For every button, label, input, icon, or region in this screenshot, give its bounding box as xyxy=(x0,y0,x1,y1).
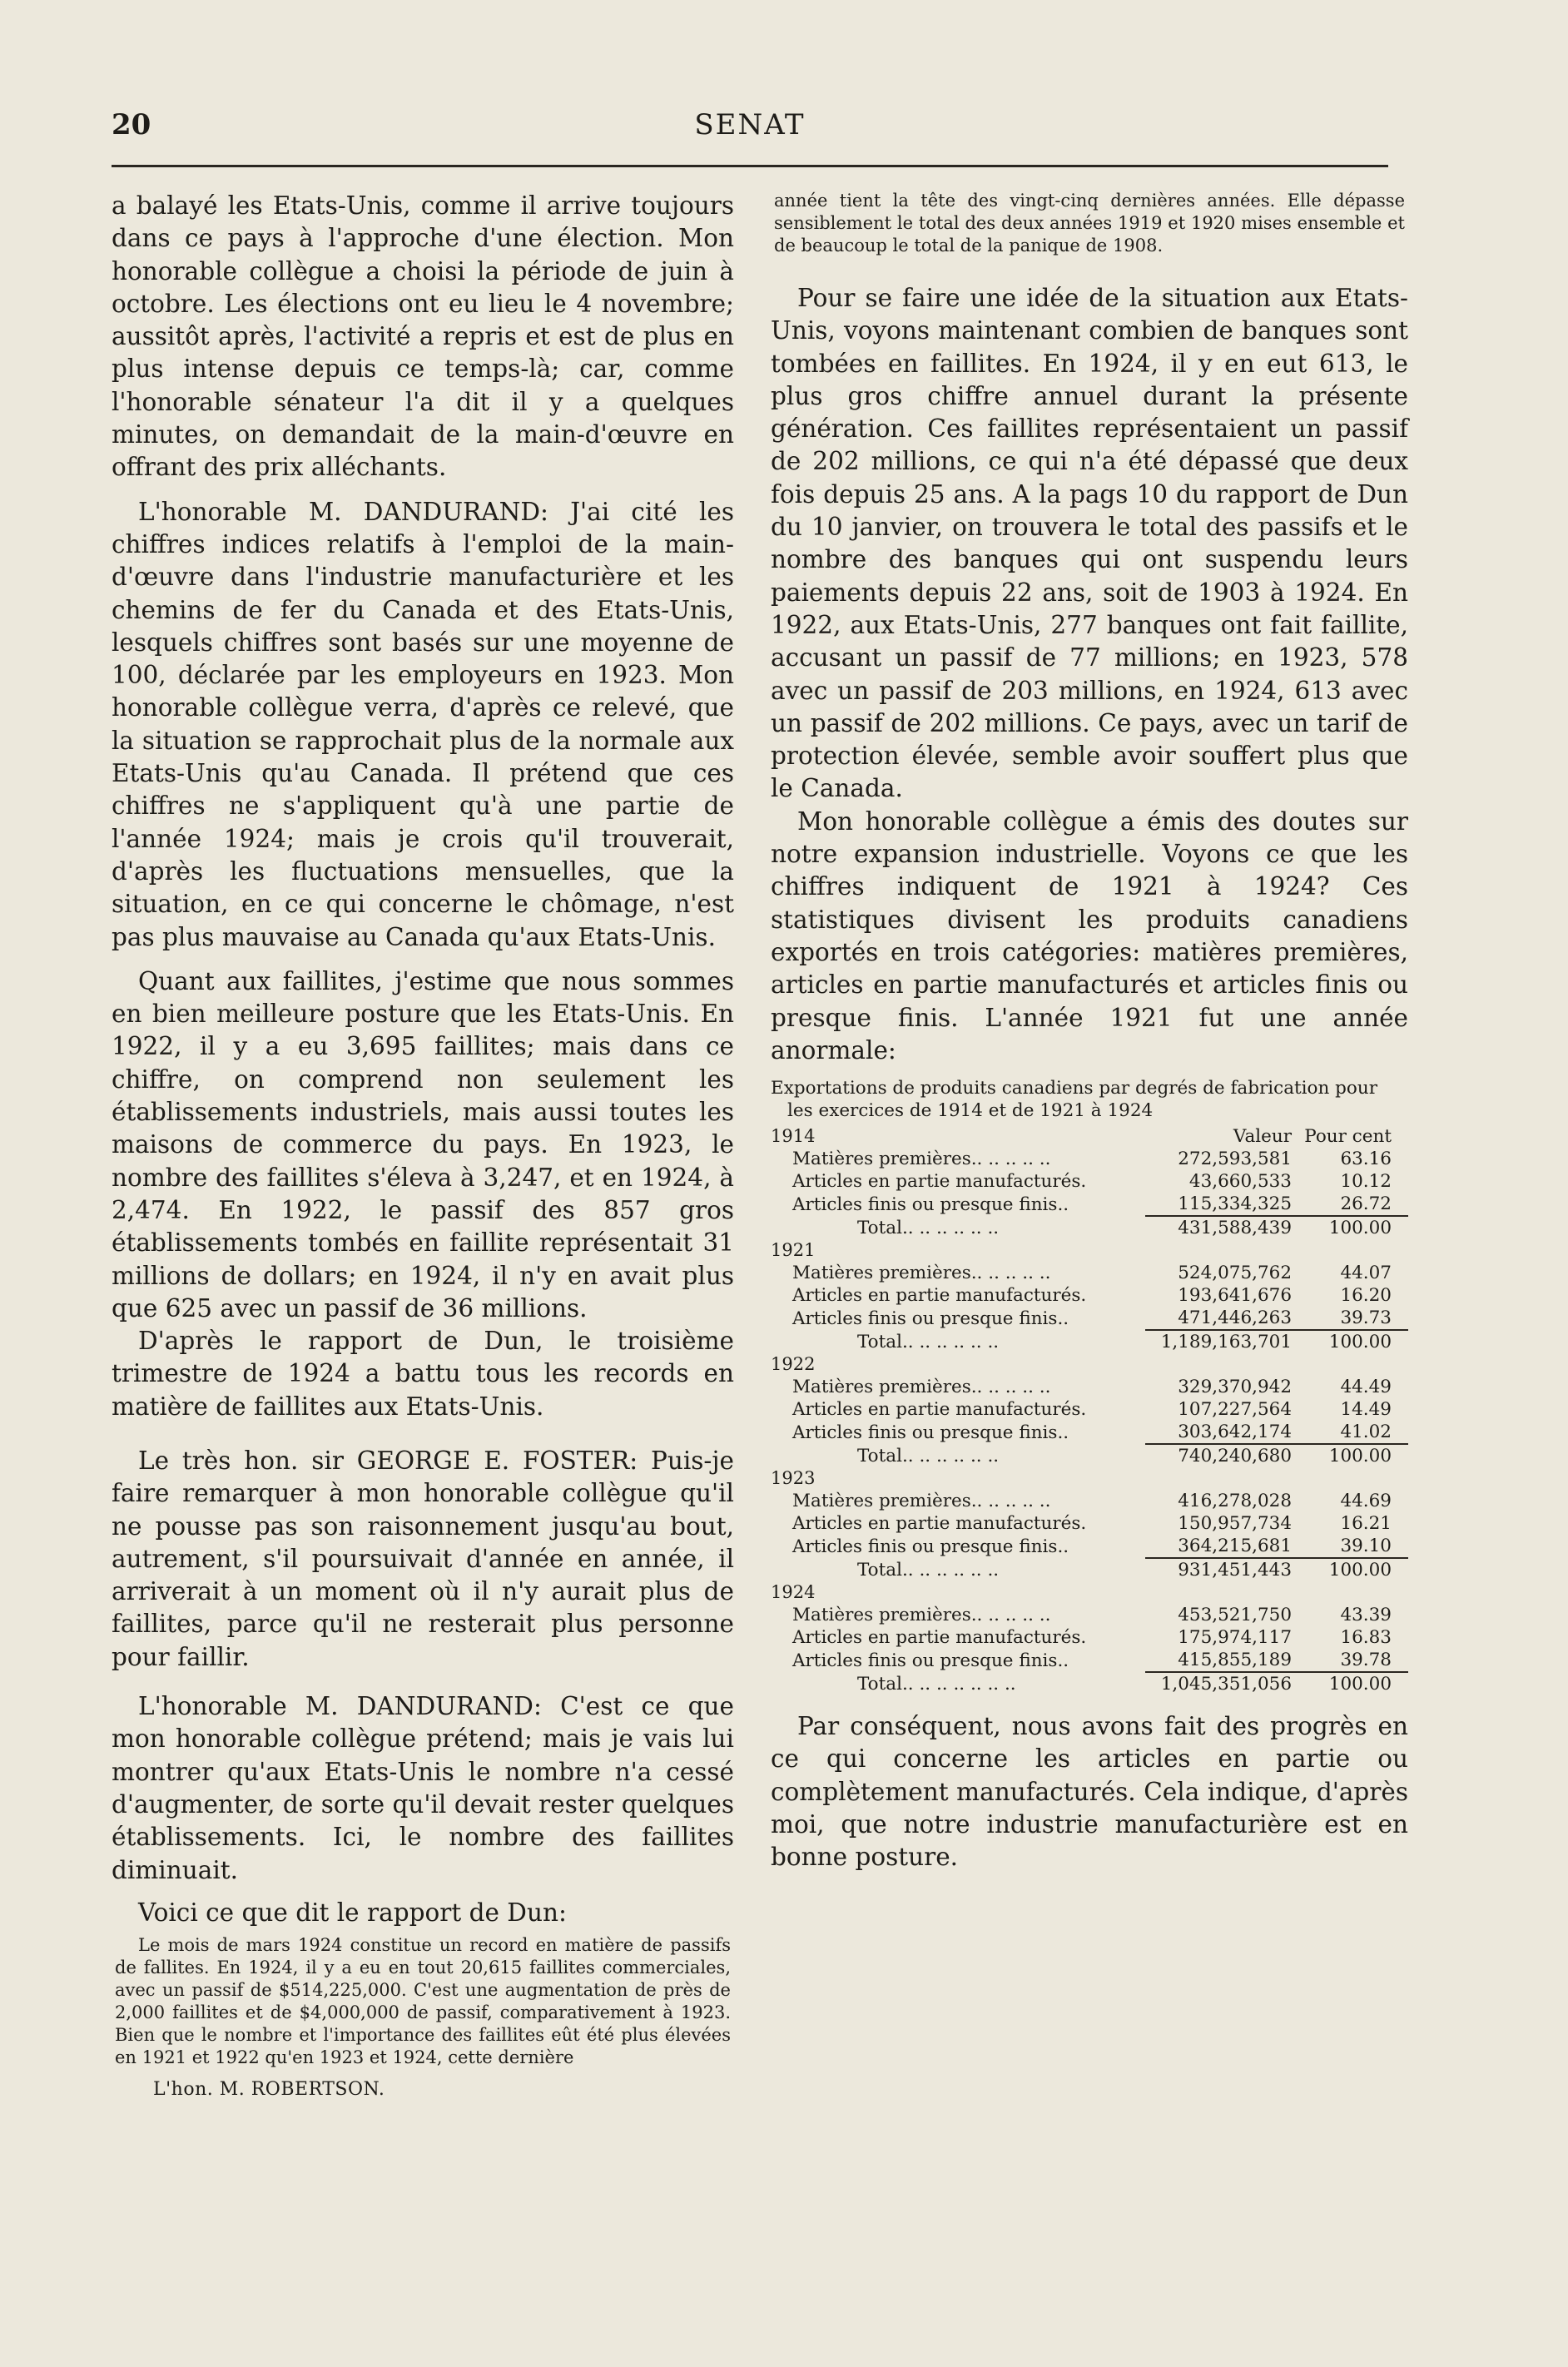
row-label: Matières premières.. .. .. .. .. xyxy=(792,1263,1051,1284)
row-percent: 44.07 xyxy=(1340,1263,1392,1284)
table-total-row xyxy=(771,1216,1408,1239)
row-label: Matières premières.. .. .. .. .. xyxy=(792,1149,1051,1170)
table-row xyxy=(771,1512,1408,1535)
row-label: Matières premières.. .. .. .. .. xyxy=(792,1377,1051,1398)
page-number: 20 xyxy=(112,108,151,141)
total-value: 1,045,351,056 xyxy=(1145,1672,1292,1695)
total-label: Total.. .. .. .. .. .. xyxy=(857,1560,1000,1581)
total-percent: 100.00 xyxy=(1292,1216,1408,1239)
row-percent: 16.83 xyxy=(1340,1627,1392,1649)
quoted-report-continued: année tient la tête des vingt-cinq dernières années. Elle dépasse sensiblement le total des deux années 1919 et 1920 mises ensemble et de beaucoup le total de la panique de 1908. xyxy=(774,191,1405,256)
table-year: 1923 xyxy=(771,1468,816,1489)
page-header xyxy=(112,108,1388,146)
table-year-row xyxy=(771,1239,1408,1262)
right-column xyxy=(771,190,1408,1874)
exports-table xyxy=(771,1125,1408,1695)
table-total-row xyxy=(771,1558,1408,1581)
row-value: 175,974,117 xyxy=(1178,1627,1292,1649)
row-label: Articles finis ou presque finis.. xyxy=(792,1536,1069,1558)
left-column xyxy=(112,190,734,2100)
quoted-report: Le mois de mars 1924 constitue un record en matière de passifs de fallites. En 1924, il y a eu en tout 20,615 faillites commerciales, avec un passif de $514,225,000. C'est une augmentation de près de 2,000 faillites et de $4,000,000 de passif, comparativement à 1923. Bien que le nombre et l'importance des faillites eût été plus élevées en 1921 et 1922 qu'en 1923 et 1924, cette dernière xyxy=(115,1935,731,2068)
row-percent: 10.12 xyxy=(1340,1171,1392,1193)
row-label: Articles finis ou presque finis.. xyxy=(792,1650,1069,1672)
row-label: Matières premières.. .. .. .. .. xyxy=(792,1491,1051,1512)
table-year: 1924 xyxy=(771,1582,816,1603)
row-percent: 16.21 xyxy=(1340,1513,1392,1535)
total-value: 1,189,163,701 xyxy=(1145,1330,1292,1353)
total-value: 431,588,439 xyxy=(1145,1216,1292,1239)
row-value: 115,334,325 xyxy=(1178,1193,1292,1215)
table-year-row xyxy=(771,1125,1408,1148)
row-label: Matières premières.. .. .. .. .. xyxy=(792,1605,1051,1626)
row-label: Articles en partie manufacturés. xyxy=(792,1285,1087,1307)
row-percent: 44.49 xyxy=(1340,1377,1392,1398)
row-value: 150,957,734 xyxy=(1178,1513,1292,1535)
running-title: SENAT xyxy=(694,108,806,141)
table-total-row xyxy=(771,1330,1408,1353)
row-value: 453,521,750 xyxy=(1178,1605,1292,1626)
paragraph: a balayé les Etats-Unis, comme il arrive toujours dans ce pays à l'approche d'une élection. Mon honorable collègue a choisi la période de juin à octobre. Les élections ont eu lieu le 4 novembre; aussitôt après, l'activité a repris et est de plus en plus intense depuis ce temps-là; car, comme l'honorable sénateur l'a dit il y a quelques minutes, on demandait de la main-d'œuvre en offrant des prix alléchants. xyxy=(112,191,734,482)
row-label: Articles en partie manufacturés. xyxy=(792,1513,1087,1535)
row-value: 364,215,681 xyxy=(1178,1536,1292,1557)
paragraph: D'après le rapport de Dun, le troisième trimestre de 1924 a battu tous les records en matière de faillites aux Etats-Unis. xyxy=(112,1327,734,1421)
table-row xyxy=(771,1535,1408,1558)
signoff: L'hon. M. ROBERTSON. xyxy=(153,2079,385,2101)
paragraph: Le très hon. sir GEORGE E. FOSTER: Puis-je faire remarquer à mon honorable collègue qu'il ne pousse pas son raisonnement jusqu'au bout, autrement, s'il poursuivait d'année en année, il arriverait à un moment où il n'y aurait plus de faillites, parce qu'il ne resterait plus personne pour faillir. xyxy=(112,1446,734,1671)
paragraph: L'honorable M. DANDURAND: J'ai cité les chiffres indices relatifs à l'emploi de la main-d'œuvre dans l'industrie manufacturière et les chemins de fer du Canada et des Etats-Unis, lesquels chiffres sont basés sur une moyenne de 100, déclarée par les employeurs en 1923. Mon honorable collègue verra, d'après ce relevé, que la situation se rapprochait plus de la normale aux Etats-Unis qu'au Canada. Il prétend que ces chiffres ne s'appliquent qu'à une partie de l'année 1924; mais je crois qu'il trouverait, d'après les fluctuations mensuelles, que la situation, en ce qui concerne le chômage, n'est pas plus mauvaise au Canada qu'aux Etats-Unis. xyxy=(112,497,734,951)
table-row xyxy=(771,1626,1408,1649)
row-percent: 44.69 xyxy=(1340,1491,1392,1512)
row-value: 524,075,762 xyxy=(1178,1263,1292,1284)
row-label: Articles en partie manufacturés. xyxy=(792,1171,1087,1193)
row-percent: 63.16 xyxy=(1340,1149,1392,1170)
table-title: Exportations de produits canadiens par degrés de fabrication pour les exercices de 1914 et de 1921 à 1924 xyxy=(771,1078,1377,1122)
paragraph: Quant aux faillites, j'estime que nous sommes en bien meilleure posture que les Etats-Unis. En 1922, il y a eu 3,695 faillites; mais dans ce chiffre, on comprend non seulement les établissements industriels, mais aussi toutes les maisons de commerce du pays. En 1923, le nombre des faillites s'éleva à 3,247, et en 1924, à 2,474. En 1922, le passif des 857 gros établissements tombés en faillite représentait 31 millions de dollars; en 1924, il n'y en avait plus que 625 avec un passif de 36 millions. xyxy=(112,966,734,1322)
table-row xyxy=(771,1421,1408,1444)
row-value: 193,641,676 xyxy=(1178,1285,1292,1307)
total-value: 740,240,680 xyxy=(1145,1444,1292,1467)
total-value: 931,451,443 xyxy=(1145,1558,1292,1581)
row-label: Articles finis ou presque finis.. xyxy=(792,1194,1069,1216)
total-percent: 100.00 xyxy=(1292,1672,1408,1695)
total-label: Total.. .. .. .. .. .. .. xyxy=(857,1674,1016,1695)
table-year: 1922 xyxy=(771,1354,816,1375)
row-value: 329,370,942 xyxy=(1178,1377,1292,1398)
table-row xyxy=(771,1490,1408,1512)
row-value: 416,278,028 xyxy=(1178,1491,1292,1512)
paragraph: L'honorable M. DANDURAND: C'est ce que mon honorable collègue prétend; mais je vais lui montrer qu'aux Etats-Unis le nombre n'a cessé d'augmenter, de sorte qu'il devait rester quelques établissements. Ici, le nombre des faillites diminuait. xyxy=(112,1692,734,1884)
table-total-row xyxy=(771,1444,1408,1467)
total-percent: 100.00 xyxy=(1292,1444,1408,1467)
table-year-row xyxy=(771,1353,1408,1376)
paragraph: Voici ce que dit le rapport de Dun: xyxy=(138,1898,567,1927)
total-label: Total.. .. .. .. .. .. xyxy=(857,1332,1000,1353)
row-label: Articles finis ou presque finis.. xyxy=(792,1422,1069,1444)
row-label: Articles en partie manufacturés. xyxy=(792,1399,1087,1421)
table-row xyxy=(771,1193,1408,1216)
row-percent: 14.49 xyxy=(1340,1399,1392,1421)
table-row xyxy=(771,1649,1408,1672)
row-label: Articles finis ou presque finis.. xyxy=(792,1308,1069,1330)
total-percent: 100.00 xyxy=(1292,1558,1408,1581)
row-percent: 16.20 xyxy=(1340,1285,1392,1307)
table-total-row xyxy=(771,1672,1408,1695)
paragraph: Par conséquent, nous avons fait des progrès en ce qui concerne les articles en partie ou complètement manufacturés. Cela indique, d'après moi, que notre industrie manufacturière est en bonne posture. xyxy=(771,1712,1408,1872)
row-percent: 43.39 xyxy=(1340,1605,1392,1626)
table-row xyxy=(771,1604,1408,1626)
column-header-percent: Pour cent xyxy=(1304,1126,1392,1148)
row-percent: 39.78 xyxy=(1340,1650,1392,1671)
table-row xyxy=(771,1398,1408,1421)
row-label: Articles en partie manufacturés. xyxy=(792,1627,1087,1649)
total-percent: 100.00 xyxy=(1292,1330,1408,1353)
row-value: 415,855,189 xyxy=(1178,1650,1292,1671)
column-header-value: Valeur xyxy=(1233,1126,1292,1148)
row-percent: 39.73 xyxy=(1340,1308,1392,1329)
row-value: 303,642,174 xyxy=(1178,1422,1292,1443)
table-row xyxy=(771,1376,1408,1398)
table-row xyxy=(771,1284,1408,1307)
table-row xyxy=(771,1148,1408,1170)
table-year-row xyxy=(771,1581,1408,1604)
row-percent: 26.72 xyxy=(1340,1193,1392,1215)
row-percent: 41.02 xyxy=(1340,1422,1392,1443)
paragraph: Pour se faire une idée de la situation aux Etats-Unis, voyons maintenant combien de banques sont tombées en faillites. En 1924, il y en eut 613, le plus gros chiffre annuel durant la présente génération. Ces faillites représentaient un passif de 202 millions, ce qui n'a été dépassé que deux fois depuis 25 ans. A la pags 10 du rapport de Dun du 10 janvier, on trouvera le total des passifs et le nombre des banques qui ont suspendu leurs paiements depuis 22 ans, soit de 1903 à 1924. En 1922, aux Etats-Unis, 277 banques ont fait faillite, accusant un passif de 77 millions; en 1923, 578 avec un passif de 203 millions, en 1924, 613 avec un passif de 202 millions. Ce pays, avec un tarif de protection élevée, semble avoir souffert plus que le Canada. xyxy=(771,284,1408,803)
table-year: 1914 xyxy=(771,1126,816,1147)
header-rule xyxy=(112,165,1388,167)
row-value: 272,593,581 xyxy=(1178,1149,1292,1170)
row-value: 107,227,564 xyxy=(1178,1399,1292,1421)
table-year: 1921 xyxy=(771,1240,816,1261)
total-label: Total.. .. .. .. .. .. xyxy=(857,1446,1000,1467)
row-percent: 39.10 xyxy=(1340,1536,1392,1557)
row-value: 43,660,533 xyxy=(1188,1171,1292,1193)
row-value: 471,446,263 xyxy=(1178,1308,1292,1329)
paragraph: Mon honorable collègue a émis des doutes sur notre expansion industrielle. Voyons ce que les chiffres indiquent de 1921 à 1924? Ces statistiques divisent les produits canadiens exportés en trois catégories: matières premières, articles en partie manufacturés et articles finis ou presque finis. L'année 1921 fut une année anormale: xyxy=(771,806,1408,1064)
table-year-row xyxy=(771,1467,1408,1490)
total-label: Total.. .. .. .. .. .. xyxy=(857,1218,1000,1239)
table-row xyxy=(771,1307,1408,1330)
table-row xyxy=(771,1170,1408,1193)
table-row xyxy=(771,1262,1408,1284)
